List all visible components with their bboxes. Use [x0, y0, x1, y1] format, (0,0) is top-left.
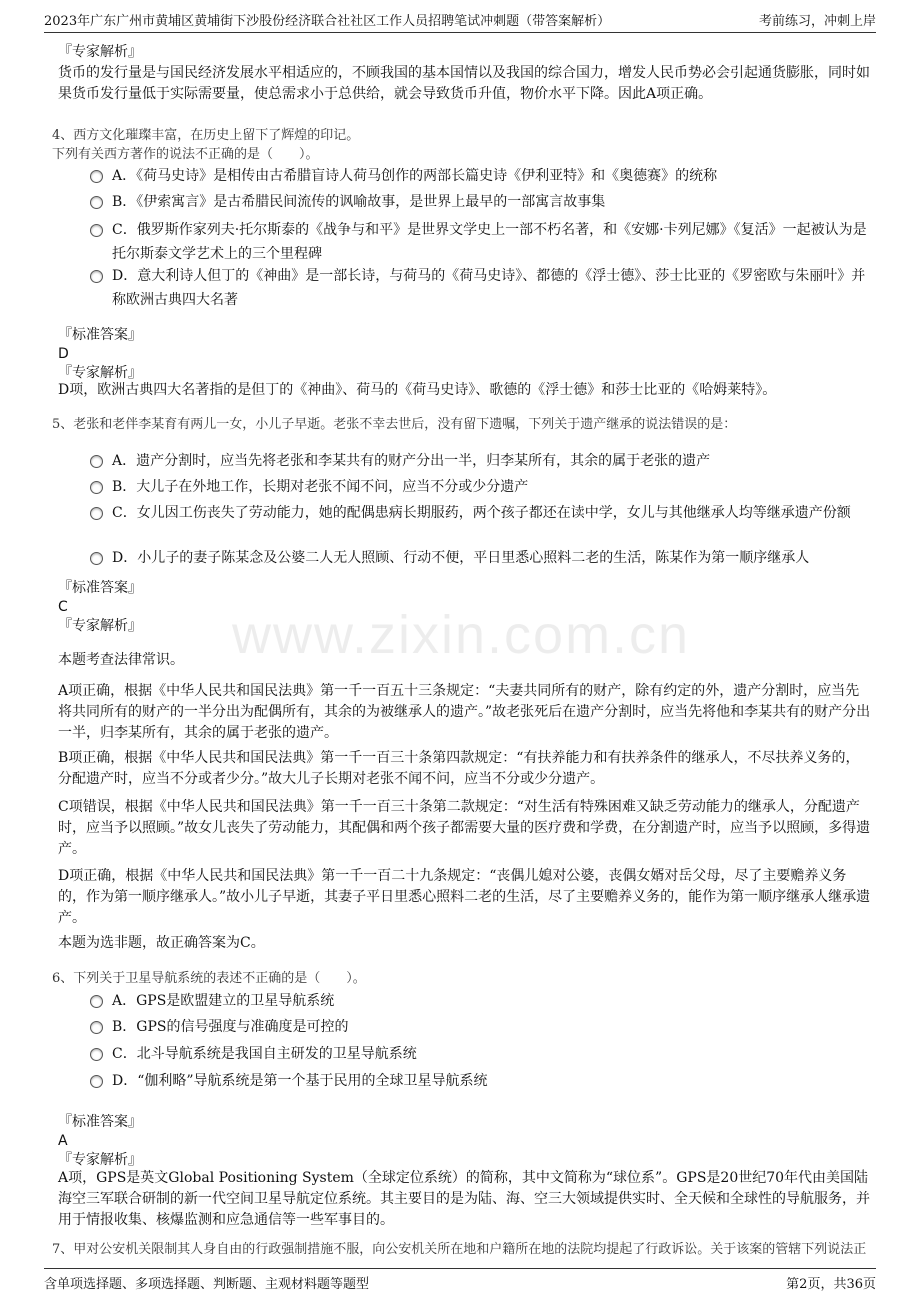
- q4-stem-line2: 下列有关西方著作的说法不正确的是（ ）。: [52, 147, 319, 162]
- page-footer: [44, 1268, 876, 1297]
- q4-analysis: D项，欧洲古典四大名著指的是但丁的《神曲》、荷马的《荷马史诗》、歌德的《浮士德》和莎士比亚的《哈姆莱特》。: [58, 382, 777, 398]
- radio-icon[interactable]: [90, 995, 103, 1008]
- q5-analysis-c: C项错误，根据《中华人民共和国民法典》第一千一百三十条第二款规定：“对生活有特殊困难又缺乏劳动能力的继承人，分配遗产时，应当予以照顾。”故女儿丧失了劳动能力，其配偶和两个孩子都需要大量的医疗费和学费，在分割遗产时，应当予以照顾，多得遗产。: [58, 799, 871, 857]
- radio-icon[interactable]: [90, 455, 103, 468]
- q6-stem: 6、下列关于卫星导航系统的表述不正确的是（ ）。: [52, 971, 366, 986]
- q7-stem: 7、甲对公安机关限制其人身自由的行政强制措施不服，向公安机关所在地和户籍所在地的法院均提起了行政诉讼。关于该案的管辖下列说法正: [52, 1242, 867, 1257]
- q4-analysis-label: 『专家解析』: [58, 365, 142, 381]
- header-title: 2023年广东广州市黄埔区黄埔街下沙股份经济联合社社区工作人员招聘笔试冲刺题（带答案解析）: [44, 14, 611, 29]
- q5-stem: 5、老张和老伴李某育有两儿一女，小儿子早逝。老张不幸去世后，没有留下遗嘱，下列关于遗产继承的说法错误的是：: [52, 417, 737, 432]
- radio-icon[interactable]: [90, 1048, 103, 1061]
- q6-answer: A: [58, 1133, 68, 1149]
- q6-analysis: A项，GPS是英文Global Positioning System（全球定位系统）的简称，其中文简称为“球位系”。GPS是20世纪70年代由美国陆海空三军联合研制的新一代空间卫星导航定位系统。其主要目的是为陆、海、空三大领域提供实时、全天候和全球性的导航服务，并用于情报收集、核爆监测和应急通信等一些军事目的。: [58, 1170, 870, 1228]
- q5-option-c[interactable]: C．女儿因工伤丧失了劳动能力，她的配偶患病长期服药，两个孩子都还在读中学，女儿与其他继承人均等继承遗产份额: [92, 501, 876, 525]
- page-number: 第2页，共36页: [786, 1277, 876, 1292]
- footer-note: 含单项选择题、多项选择题、判断题、主观材料题等题型: [44, 1277, 370, 1292]
- q3-analysis: 货币的发行量是与国民经济发展水平相适应的，不顾我国的基本国情以及我国的综合国力，增发人民币势必会引起通货膨胀，同时如果货币发行量低于实际需要量，使总需求小于总供给，就会导致货币升值，物价水平下降。因此A项正确。: [58, 65, 870, 102]
- radio-icon[interactable]: [90, 552, 103, 565]
- header-slogan: 考前练习，冲刺上岸: [758, 14, 876, 29]
- watermark: www.zixin.com.cn: [232, 605, 691, 665]
- q4-answer: D: [58, 346, 69, 362]
- q6-option-b[interactable]: B．GPS的信号强度与准确度是可控的: [92, 1015, 876, 1039]
- q4-option-b[interactable]: B．《伊索寓言》是古希腊民间流传的讽喻故事，是世界上最早的一部寓言故事集: [92, 190, 876, 214]
- q6-answer-label: 『标准答案』: [58, 1114, 142, 1130]
- q5-answer-label: 『标准答案』: [58, 580, 142, 596]
- q6-option-a[interactable]: A．GPS是欧盟建立的卫星导航系统: [92, 989, 876, 1013]
- q6-option-c[interactable]: C．北斗导航系统是我国自主研发的卫星导航系统: [92, 1042, 876, 1066]
- radio-icon[interactable]: [90, 481, 103, 494]
- q6-option-d[interactable]: D．“伽利略”导航系统是第一个基于民用的全球卫星导航系统: [92, 1069, 876, 1093]
- q4-option-c[interactable]: C．俄罗斯作家列夫·托尔斯泰的《战争与和平》是世界文学史上一部不朽名著，和《安娜·卡列尼娜》《复活》一起被认为是托尔斯泰文学艺术上的三个里程碑: [92, 218, 876, 266]
- radio-icon[interactable]: [90, 196, 103, 209]
- q5-answer: C: [58, 599, 68, 615]
- q5-analysis-intro: 本题考查法律常识。: [58, 652, 184, 668]
- q5-option-b[interactable]: B．大儿子在外地工作，长期对老张不闻不问，应当不分或少分遗产: [92, 475, 876, 499]
- radio-icon[interactable]: [90, 1021, 103, 1034]
- q4-answer-label: 『标准答案』: [58, 327, 142, 343]
- q6-analysis-label: 『专家解析』: [58, 1152, 142, 1168]
- q4-stem-line1: 4、西方文化璀璨丰富，在历史上留下了辉煌的印记。: [52, 128, 360, 143]
- q5-option-d[interactable]: D．小儿子的妻子陈某念及公婆二人无人照顾、行动不便，平日里悉心照料二老的生活，陈某作为第一顺序继承人: [92, 546, 876, 570]
- q4-option-d[interactable]: D．意大利诗人但丁的《神曲》是一部长诗，与荷马的《荷马史诗》、都德的《浮士德》、莎士比亚的《罗密欧与朱丽叶》并称欧洲古典四大名著: [92, 264, 876, 312]
- q3-analysis-label: 『专家解析』: [58, 44, 142, 60]
- radio-icon[interactable]: [90, 507, 103, 520]
- q5-analysis-a: A项正确，根据《中华人民共和国民法典》第一千一百五十三条规定：“夫妻共同所有的财产，除有约定的外，遗产分割时，应当先将共同所有的财产的一半分出为配偶所有，其余的为被继承人的遗产。”故老张死后在遗产分割时，应当先将他和李某共有的财产分出一半，归李某所有，其余的属于老张的遗产。: [58, 683, 871, 741]
- radio-icon[interactable]: [90, 224, 103, 237]
- radio-icon[interactable]: [90, 1075, 103, 1088]
- q5-analysis-b: B项正确，根据《中华人民共和国民法典》第一千一百三十条第四款规定：“有扶养能力和有扶养条件的继承人，不尽扶养义务的，分配遗产时，应当不分或者少分。”故大儿子长期对老张不闻不问，应当不分或少分遗产。: [58, 750, 860, 787]
- q5-option-a[interactable]: A．遗产分割时，应当先将老张和李某共有的财产分出一半，归李某所有，其余的属于老张的遗产: [92, 449, 876, 473]
- radio-icon[interactable]: [90, 170, 103, 183]
- q5-analysis-d: D项正确，根据《中华人民共和国民法典》第一千一百二十九条规定：“丧偶儿媳对公婆，丧偶女婿对岳父母，尽了主要赡养义务的，作为第一顺序继承人。”故小儿子早逝，其妻子平日里悉心照料二老的生活，尽了主要赡养义务的，能作为第一顺序继承人继承遗产。: [58, 868, 871, 926]
- page-header: [44, 10, 876, 33]
- q5-analysis-label: 『专家解析』: [58, 618, 142, 634]
- q5-analysis-conclusion: 本题为选非题，故正确答案为C。: [58, 935, 265, 951]
- q4-option-a[interactable]: A．《荷马史诗》是相传由古希腊盲诗人荷马创作的两部长篇史诗《伊利亚特》和《奥德赛》的统称: [92, 164, 876, 188]
- radio-icon[interactable]: [90, 270, 103, 283]
